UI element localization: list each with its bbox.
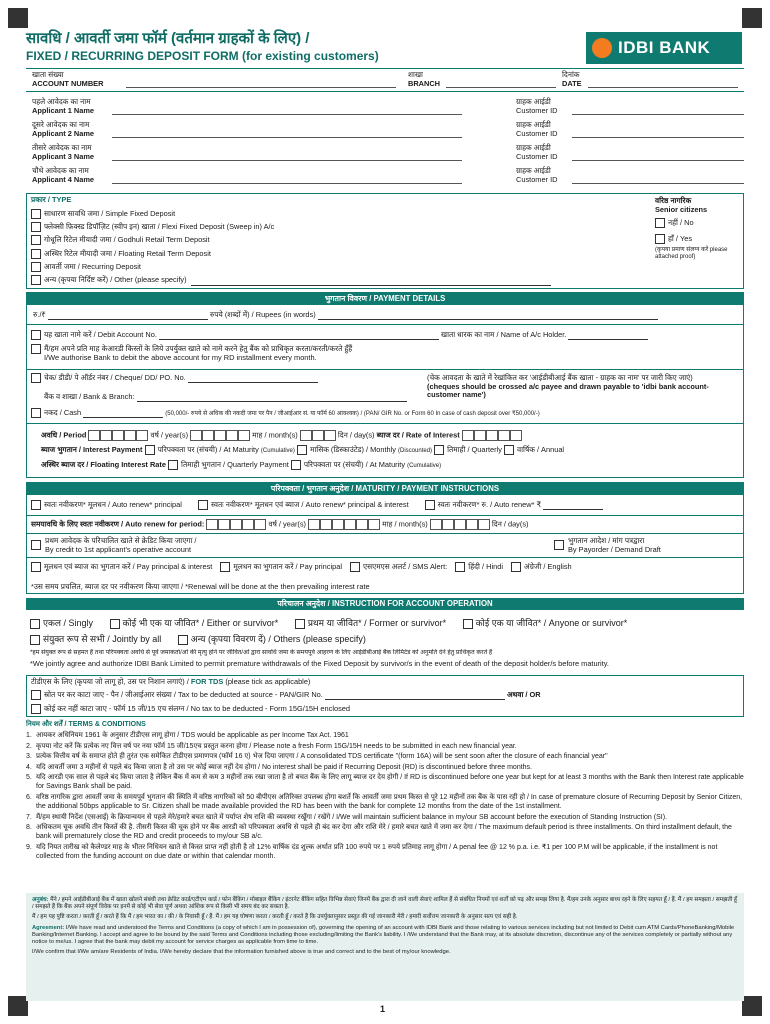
- debit-account-row: [31, 330, 739, 340]
- applicant-label: Applicant 4 Name: [32, 174, 95, 184]
- applicant-label-hi: दूसरे आवेदक का नाम: [32, 120, 90, 129]
- applicant-label: Applicant 1 Name: [32, 105, 95, 115]
- singly-checkbox[interactable]: [30, 619, 40, 629]
- cash-checkbox[interactable]: [31, 408, 41, 418]
- customer-id-label-hi: ग्राहक आईडी: [516, 120, 551, 129]
- term-item: 1. आयकर अधिनियम 1961 के अनुसार टीडीएस लागू होगा / TDS would be applicable as per Income Tax Act. 1961: [26, 732, 349, 740]
- others-checkbox[interactable]: [178, 635, 188, 645]
- tds-or-label: अथवा / OR: [506, 689, 541, 699]
- type-option[interactable]: साधारण सावधि जमा / Simple Fixed Deposit: [31, 207, 551, 220]
- applicant-row: [32, 98, 744, 120]
- type-option[interactable]: फ्लेक्सी फ़िक्स्ड डिपॉज़िट (स्वीप इन) खाता / Flexi Fixed Deposit (Sweep in) A/c: [31, 220, 551, 233]
- residency-confirmation: I/We confirm that I/We am/are Residents of India. I/We hereby declare that the information furnished above is true and correct and to the best of my/our knowledge.: [32, 949, 451, 956]
- auto-renew-principal-checkbox[interactable]: [31, 500, 41, 510]
- anuvad-text: मैंने / हमने आईडीबीआई बैंक में खाता खोलने संबंधी तथा क्रेडिट कार्ड/एटीएम कार्ड / फोन बैंकिंग / मोबाइल बैंकिंग / इंटरनेट बैंकिंग सहित विभिन्न सेवाएं जिनमें बैंक द्वारा दी जाने वाली सेवाएं शामिल हैं से संबंधित नियमों एवं शर्तों को पढ़ और समझ लिया है. मैं/हम उनके अनुसार बाध्य रहने के लिए सहमत हूँ / हैं. मैं / हम समझता / समझती हूँ / समझते हैं कि बैंक अपने संपूर्ण विवेक पर इनमें से कोई भी सेवा पूर्ण अथवा आंशिक रूप से किसी भी समय बंद कर सकता है.: [32, 897, 738, 911]
- senior-citizen-label: Senior citizens: [655, 204, 708, 214]
- annual-checkbox[interactable]: [504, 445, 514, 455]
- floating-maturity-checkbox[interactable]: [291, 460, 301, 470]
- anyone-checkbox[interactable]: [463, 619, 473, 629]
- pan-field[interactable]: [325, 699, 505, 700]
- quarterly-checkbox[interactable]: [434, 445, 444, 455]
- branch-field[interactable]: [446, 87, 556, 88]
- cheque-label: चेक/ डीडी/ पे ऑर्डर नंबर / Cheque/ DD/ PO. No.: [44, 372, 186, 382]
- amount-words-field[interactable]: [318, 319, 658, 320]
- applicant-label: Applicant 3 Name: [32, 151, 95, 161]
- term-item: 6. वरिष्ठ नागरिक द्वारा आवर्ती जमा के समयपूर्व भुगतान की स्थिति में वरिष्ठ नागरिकों को 50 बीपीएस अतिरिक्त उपलब्ध होगा बशर्ते कि आवर्ती जमा प्रथम किस्त से पूरे 12 महीनों तक बैंक के पास रही हो / In case of premature closure of Recurring Deposit by Senior Citizen, the additional 50bps applicable to Sr. Citizen shall be made available provided the RD has been with the bank for complete 12 months from the date of the 1st installment.: [26, 793, 743, 811]
- auto-renew-pi-checkbox[interactable]: [198, 500, 208, 510]
- debit-account-checkbox[interactable]: [31, 330, 41, 340]
- period-label: अवधि / Period: [41, 430, 87, 440]
- payment-details-section: भुगतान विवरण / PAYMENT DETAILS रु./₹ रुपये (शब्दों में) / Rupees (in words) यह खाता नामे करें / Debit Account No. खाता धारक का नाम / Name of A/c Holder. मैं/हम अपने प्रति माह केआरडी किस्तों के लिये उपर्युक्त खाते को नामे करने हेतु बैंक को प्राधिकृत करता/करती/करते हुँहैं I/We authorise Bank to debit the above account for my RD installment every month. चेक/ डीडी/ पे ऑर्डर नंबर / Cheque/ DD/ PO. No. (चेक आवदता के खाते में रेखांकित कर 'आईडीबीआई बैंक खाता - ग्राहक का नाम' पर जारी किए जाएं) (cheques should be crossed a/c payee and drawn payable to 'idbi bank account-customer name') बैंक व शाखा / Bank & Branch: नकद / Cash (50,000/- रुपये से अधिक की नकदी जमा पर पैन / जीआईआर सं. या फॉर्म 60 आवश्यक) / (PAN/ GIR No. or Form 60 In case of cash deposit over ₹50,000/-) अवधि / Period वर्ष / year(s) माह / month(s) दिन / day(s) ब्याज दर / Rate of Interest ब्याज भुगतान / Interest Payment परिपक्वता पर (संचयी) / At Maturity (Cumulative) मासिक (डिस्काउंटेड) / Monthly (Discounted) तिमाही / Quarterly वार्षिक / Annual अस्थिर ब्याज दर / Floating Interest Rate तिमाही भुगतान / Quarterly Payment परिपक्वता पर (संचयी) / At Maturity (Cumulative): [26, 292, 744, 478]
- bank-logo: IDBI BANK: [586, 32, 742, 64]
- maturity-section: परिपक्वता / भुगतान अनुदेश / MATURITY / PAYMENT INSTRUCTIONS स्वतः नवीकरण* मूलधन / Auto renew* principal स्वतः नवीकरण* मूलधन एवं ब्याज / Auto renew* principal & interest स्वतः नवीकरण* रु. / Auto renew* ₹ समयावधि के लिए स्वतः नवीकरण / Auto renew for period: वर्ष / year(s) माह / month(s) दिन / day(s) प्रथम आवेदक के परिचालित खाते से क्रेडिट किया जाएगा / By credit to 1st applicant's operative account भुगतान आदेश / मांग पत्रद्वारा By Payorder / Demand Draft मूलधन एवं ब्याज का भुगतान करें / Pay principal & interest मूलधन का भुगतान करें / Pay principal एसएमएस अलर्ट / SMS Alert: हिंदी / Hindi अंग्रेजी / English *उस समय प्रचलित, ब्याज दर पर नवीकरण किया जाएगा / *Renewal will be done at the then prevailing interest rate: [26, 482, 744, 594]
- branch-label: BRANCH: [408, 78, 441, 88]
- customer-id-label: Customer ID: [516, 105, 558, 115]
- credit-option[interactable]: प्रथम आवेदक के परिचालित खाते से क्रेडिट किया जाएगा / By credit to 1st applicant's operative account: [31, 537, 197, 554]
- authorise-text: I/We authorise Bank to debit the above account for my RD installment every month.: [44, 353, 317, 362]
- applicant-name-field[interactable]: [112, 160, 462, 161]
- type-option[interactable]: गोधूलि रिटेल मीयादी जमा / Godhuli Retail Term Deposit: [31, 233, 551, 246]
- customer-id-field[interactable]: [572, 183, 744, 184]
- english-checkbox[interactable]: [511, 562, 521, 572]
- customer-id-field[interactable]: [572, 160, 744, 161]
- terms-section: [26, 720, 744, 863]
- term-item: 3. प्रत्येक वित्तीय वर्ष के समाप्त होते ही तुरंत एक समेकित टीडीएस प्रमाणपत्र (फॉर्म 16 ए) भेज दिया जाएगा / A consolidated TDS certificate "(form 16A) will be sent soon after the closure of each financial year": [26, 753, 608, 761]
- agreement-label: Agreement:: [32, 924, 65, 931]
- customer-id-label: Customer ID: [516, 151, 558, 161]
- cash-note: (50,000/- रुपये से अधिक की नकदी जमा पर पैन / जीआईआर सं. या फॉर्म 60 आवश्यक) / (PAN/ GIR No. or Form 60 In case of cash deposit over ₹50,000/-): [165, 410, 540, 417]
- page-number: 1: [380, 1004, 386, 1014]
- interest-payment-label: ब्याज भुगतान / Interest Payment: [41, 444, 143, 454]
- agreement-section: [26, 893, 744, 1001]
- applicant-name-field[interactable]: [112, 183, 462, 184]
- corner-mark-top-left: [8, 8, 28, 28]
- cheque-note-hi: (चेक आवदता के खाते में रेखांकित कर 'आईडीबीआई बैंक खाता - ग्राहक का नाम' पर जारी किए जाएं): [427, 373, 693, 382]
- maturity-bar: परिपक्वता / भुगतान अनुदेश / MATURITY / PAYMENT INSTRUCTIONS: [27, 483, 743, 495]
- operation-bar: परिचालन अनुदेश / INSTRUCTION FOR ACCOUNT OPERATION: [26, 598, 744, 610]
- applicant-name-field[interactable]: [112, 137, 462, 138]
- date-label-hi: दिनांक: [562, 70, 580, 79]
- applicant-label-hi: तीसरे आवेदक का नाम: [32, 143, 92, 152]
- customer-id-label: Customer ID: [516, 128, 558, 138]
- cheque-field[interactable]: [188, 382, 318, 383]
- anuvad-label: अनुबंध:: [32, 897, 49, 903]
- senior-no-option[interactable]: नहीं / No: [655, 218, 743, 228]
- form-title-hindi: सावधि / आवर्ती जमा फॉर्म (वर्तमान ग्राहकों के लिए) /: [26, 30, 310, 47]
- debit-account-field[interactable]: [159, 339, 439, 340]
- payment-details-bar: भुगतान विवरण / PAYMENT DETAILS: [27, 293, 743, 305]
- cash-field[interactable]: [83, 417, 163, 418]
- applicant-label: Applicant 2 Name: [32, 128, 95, 138]
- corner-mark-bottom-right: [742, 996, 762, 1016]
- term-item: 9. यदि नियत तारीख को कैलेण्डर माह के भीतर निधियन खाते से किस्त प्राप्त नहीं होती है तो 12% वार्षिक दंड शुल्क अर्थात प्रति 100 रुपये पर 1 रुपये प्रतिमाह लागू होगा / A penal fee @ 12 % p.a. i.e. ₹1 per 100 P.M will be applicable, if the installment is not collected from the funding account on due date or within that calendar month.: [26, 843, 718, 861]
- tds-heading: FOR TDS: [190, 677, 224, 686]
- logo-icon: [592, 38, 612, 58]
- quarterly-payment-checkbox[interactable]: [168, 460, 178, 470]
- type-option[interactable]: अस्थिर रिटेल मीयादी जमा / Floating Retail Term Deposit: [31, 247, 551, 260]
- applicants-section: [26, 98, 744, 190]
- corner-mark-bottom-left: [8, 996, 28, 1016]
- type-option[interactable]: अन्य (कृपया निर्दिष्ट करें) / Other (please specify): [31, 273, 551, 286]
- cheque-checkbox[interactable]: [31, 373, 41, 383]
- pay-principal-checkbox[interactable]: [220, 562, 230, 572]
- former-checkbox[interactable]: [295, 619, 305, 629]
- amount-field[interactable]: [48, 319, 208, 320]
- tds-no-tax-checkbox[interactable]: [31, 704, 41, 714]
- date-field[interactable]: [588, 87, 738, 88]
- type-option[interactable]: आवर्ती जमा / Recurring Deposit: [31, 260, 551, 273]
- corner-mark-top-right: [742, 8, 762, 28]
- agreement-text: I/We have read and understood the Terms and Conditions (a copy of which I am in possession of), governing the opening of an account with IDBI Bank and those relating to various services including but not limited to Debit cum ATM Cards/PhoneBanking/Mobile Banking/Internet Banking. I accept and agree to be bound by the said Terms and Conditions including those excluding/limiting the Bank's liability. I /We understand that the Bank may, at its absolute discretion, discontinue any of the services completely or partially without any notice to me/us. I agree that the bank may debit my account for service charges as applicable from time to time.: [32, 924, 735, 946]
- applicant-row: [32, 121, 744, 143]
- auto-renew-period-label: समयावधि के लिए स्वतः नवीकरण / Auto renew for period:: [31, 519, 205, 529]
- either-checkbox[interactable]: [110, 619, 120, 629]
- bank-branch-label: बैंक व शाखा / Bank & Branch:: [44, 392, 135, 401]
- tds-deduct-checkbox[interactable]: [31, 690, 41, 700]
- customer-id-label-hi: ग्राहक आईडी: [516, 143, 551, 152]
- rate-of-interest-label: ब्याज दर / Rate of Interest: [376, 430, 460, 440]
- debit-account-label: यह खाता नामे करें / Debit Account No.: [44, 329, 157, 339]
- account-holder-label: खाता धारक का नाम / Name of A/c Holder.: [441, 329, 567, 339]
- account-number-label-hi: खाता संख्या: [32, 70, 64, 79]
- auto-renew-amount-field[interactable]: [543, 509, 603, 510]
- account-row: [26, 68, 744, 92]
- auto-renew-amount-checkbox[interactable]: [425, 500, 435, 510]
- term-item: 5. यदि आरडी एक साल से पहले बंद किया जाता है लेकिन बैंक में कम से कम 3 महीनों तक रखा जाता है तो बचत बैंक के लिए लागू ब्याज दर देय होगी / If RD is discontinued before one year but kept for at least 3 months with the Bank then Interest rate applicable for Savings Bank shall be paid.: [26, 774, 744, 791]
- rupee-label: रु./₹: [33, 310, 46, 319]
- term-item: 4. यदि आवर्ती जमा 3 महीनों से पहले बंद किया जाता है तो उस पर कोई ब्याज नहीं देय होगा / No interest shall be paid if Recurring Deposit (RD) is discontinued before three months.: [26, 763, 532, 771]
- customer-id-field[interactable]: [572, 114, 744, 115]
- floating-rate-label: अस्थिर ब्याज दर / Floating Interest Rate: [41, 459, 166, 469]
- account-number-label: ACCOUNT NUMBER: [32, 78, 104, 88]
- proof-note: (कृपया प्रमाण संलग्न करें please attached proof): [655, 247, 728, 260]
- tds-heading-note: (please tick as applicable): [225, 677, 311, 686]
- applicant-label-hi: पहले आवेदक का नाम: [32, 97, 91, 106]
- operation-note-hi: *हम संयुक्त रूप से सहमत हैं तथा परिपक्वता अवधि से पूर्व जमाकर्ता/ओं की मृत्यु होने पर जीवित/ओं द्वारा सावधि जमा के समयपूर्व आहरण के लिए आईडीबीआई बैंक लिमिटेड को अनुमति देने हेतु प्राधिकृत करते हैं: [30, 649, 493, 656]
- customer-id-label: Customer ID: [516, 174, 558, 184]
- monthly-checkbox[interactable]: [297, 445, 307, 455]
- senior-yes-option[interactable]: हाँ / Yes: [655, 234, 743, 244]
- rupees-in-words-label: रुपये (शब्दों में) / Rupees (in words): [209, 310, 316, 319]
- applicant-label-hi: चौथे आवेदक का नाम: [32, 166, 89, 175]
- customer-id-label-hi: ग्राहक आईडी: [516, 166, 551, 175]
- hindi-checkbox[interactable]: [455, 562, 465, 572]
- cash-label: नकद / Cash: [44, 407, 82, 417]
- renewal-note: *उस समय प्रचलित, ब्याज दर पर नवीकरण किया जाएगा / *Renewal will be done at the then prevailing interest rate: [31, 582, 370, 591]
- customer-id-field[interactable]: [572, 137, 744, 138]
- deposit-type-section: [26, 193, 744, 289]
- operation-section: परिचालन अनुदेश / INSTRUCTION FOR ACCOUNT OPERATION एकल / Singly कोई भी एक या जीवित* / Either or survivor* प्रथम या जीवित* / Former or survivor* कोई एक या जीवित* / Anyone or survivor* संयुक्त रूप से सभी / Jointly by all अन्य (कृपया विवरण दें) / Others (please specify) *हम संयुक्त रूप से सहमत हैं तथा परिपक्वता अवधि से पूर्व जमाकर्ता/ओं की मृत्यु होने पर जीवित/ओं द्वारा सावधि जमा के समयपूर्व आहरण के लिए आईडीबीआई बैंक लिमिटेड को अनुमति देने हेतु प्राधिकृत करते हैं *We jointly agree and authorize IDBI Bank Limited to permit premature withdrawals of the Fixed Deposit by survivor/s in the event of death of the deposit holder/s before maturity.: [26, 598, 744, 674]
- jointly-checkbox[interactable]: [30, 635, 40, 645]
- bank-branch-field[interactable]: [137, 401, 407, 402]
- branch-label-hi: शाखा: [408, 70, 423, 79]
- pay-principal-interest-checkbox[interactable]: [31, 562, 41, 572]
- tds-section: टीडीएस के लिए (कृपया जो लागू हो, उस पर निशान लगाएं) / FOR TDS (please tick as applicable) स्रोत पर कर काटा जाए - पैन / जीआईआर संख्या / Tax to be deducted at source - PAN/GIR No. अथवा / OR कोई कर नहीं काटा जाए - फॉर्म 15 जी/15 एच संलग्न / No tax to be deducted - Form 15G/15H enclosed: [26, 675, 744, 717]
- form-title-english: FIXED / RECURRING DEPOSIT FORM (for existing customers): [26, 49, 379, 63]
- anuvad-confirm-text: मैं / हम यह पुष्टि करता / करती हूँ / करते हैं कि मैं / हम भारत का / की / के निवासी हूँ / हैं. मैं / हम यह घोषणा करता / करती हूँ / करते हैं कि उपर्युक्तानुसार प्रस्तुत की गई जानकारी मेरी / हमारी सर्वोत्तम जानकारी के अनुसार सत्य एवं सही है.: [32, 914, 518, 921]
- account-number-field[interactable]: [126, 87, 396, 88]
- cheque-note: (cheques should be crossed a/c payee and drawn payable to 'idbi bank account-customer name'): [427, 381, 709, 400]
- payorder-option[interactable]: भुगतान आदेश / मांग पत्रद्वारा By Payorder / Demand Draft: [554, 537, 661, 554]
- days-label: दिन / day(s): [337, 430, 375, 440]
- terms-heading: नियम और शर्तें / TERMS & CONDITIONS: [26, 721, 146, 728]
- sms-alert-checkbox[interactable]: [350, 562, 360, 572]
- applicant-row: [32, 144, 744, 166]
- operation-note: *We jointly agree and authorize IDBI Bank Limited to permit premature withdrawals of the Fixed Deposit by survivor/s in the event of death of the deposit holder/s before maturity.: [30, 659, 609, 668]
- applicant-row: [32, 167, 744, 189]
- customer-id-label-hi: ग्राहक आईडी: [516, 97, 551, 106]
- months-label: माह / month(s): [252, 430, 298, 440]
- at-maturity-checkbox[interactable]: [145, 445, 155, 455]
- authorise-option[interactable]: मैं/हम अपने प्रति माह केआरडी किस्तों के लिये उपर्युक्त खाते को नामे करने हेतु बैंक को प्राधिकृत करता/करती/करते हुँहैं: [31, 344, 739, 354]
- senior-citizen-label-hi: वरिष्ठ नागरिक: [655, 196, 692, 205]
- type-heading: प्रकार / TYPE: [31, 195, 72, 204]
- term-item: 2. कृपया नोट करें कि प्रत्येक नए वित्त वर्ष पर नया फॉर्म 15 जी/15एच प्रस्तुत करना होगा / Please note a fresh Form 15G/15H needs to be submitted in each new financial year.: [26, 742, 517, 750]
- account-holder-field[interactable]: [568, 339, 648, 340]
- tds-heading-hi: टीडीएस के लिए (कृपया जो लागू हो, उस पर निशान लगाएं) /: [31, 677, 189, 686]
- term-item: 7. मैं/हम स्थायी निर्देश (एसआई) के क्रियान्वयन से पहले मेरे/हमारे बचत खाते में पर्याप्त शेष राशि की व्यवस्था रखूँगा / रखेंगे / I/We will maintain sufficient balance in my/our SB account before the execution of Standing Instruction (SI).: [26, 813, 667, 821]
- date-label: DATE: [562, 78, 582, 88]
- term-item: 8. अधिकतम चूक अवधि तीन किस्तें की है. तीसरी किस्त की चूक होने पर बैंक आरडी को परिपक्वता अवधि से पहले ही बंद कर देगा और राशि मेरे / हमारे बचत खाते में जमा कर देगा / The maximum default period is three installments. On third installment default, the bank will prematurely close the RD and credit proceeds to my/our SB a/c.: [26, 824, 732, 841]
- applicant-name-field[interactable]: [112, 114, 462, 115]
- years-label: वर्ष / year(s): [150, 430, 189, 440]
